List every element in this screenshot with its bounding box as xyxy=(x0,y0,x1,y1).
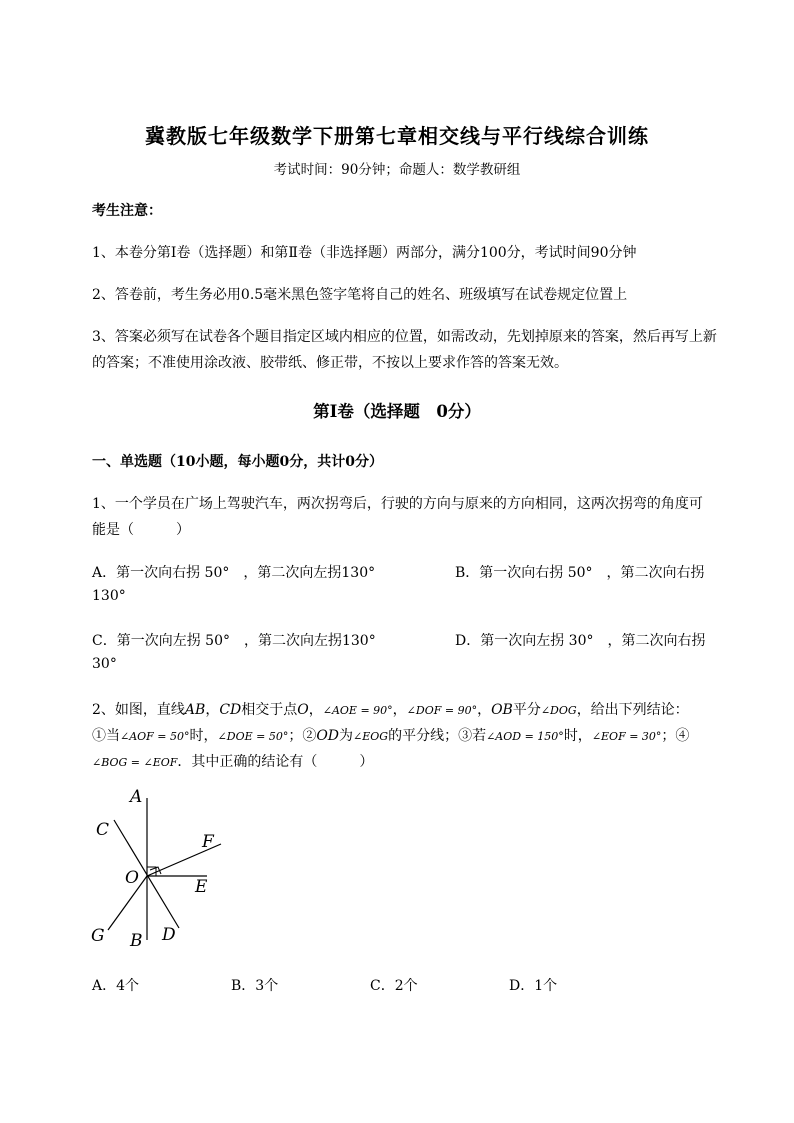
label-b: B xyxy=(130,931,143,951)
q1-option-b-cont: 130° xyxy=(92,588,126,604)
notice-item-2: 2、答卷前，考生务必用0.5毫米黑色签字笔将自己的姓名、班级填写在试卷规定位置上 xyxy=(92,287,628,303)
notice-item-1: 1、本卷分第Ⅰ卷（选择题）和第Ⅱ卷（非选择题）两部分，满分100分，考试时间90分钟 xyxy=(92,245,637,261)
q2-math-ab: AB xyxy=(184,702,206,718)
q2-text: ．其中正确的结论有（ ） xyxy=(177,754,374,770)
q2-text: ， xyxy=(308,702,323,718)
q2-text: ；② xyxy=(288,728,317,744)
q2-text: 时， xyxy=(563,728,592,744)
notice-item-3-cont: 的答案；不准使用涂改液、胶带纸、修正带，不按以上要求作答的答案无效。 xyxy=(92,355,568,371)
q2-text: 相交于点 xyxy=(241,702,298,718)
label-d: D xyxy=(162,925,176,945)
q2-text: ， xyxy=(205,702,220,718)
q1-stem-line2: 能是（ ） xyxy=(92,522,190,538)
q2-text: ①当 xyxy=(92,728,120,744)
q2-math-o: O xyxy=(297,702,309,718)
section-title: 第Ⅰ卷（选择题 0分） xyxy=(313,402,481,421)
q2-math-ob: OB xyxy=(491,702,513,718)
exam-title: 冀教版七年级数学下册第七章相交线与平行线综合训练 xyxy=(145,124,649,148)
label-f: F xyxy=(202,832,214,852)
q2-stem-line3 xyxy=(92,751,373,771)
q2-math-od: OD xyxy=(316,728,340,744)
label-c: C xyxy=(96,820,110,840)
q2-text: 平分 xyxy=(512,702,541,718)
q1-option-d-cont: 30° xyxy=(92,656,117,672)
q2-math-dof: ∠DOF = 90° xyxy=(406,704,478,717)
label-g: G xyxy=(91,926,105,946)
q1-stem-line1: 1、一个学员在广场上驾驶汽车，两次拐弯后，行驶的方向与原来的方向相同，这两次拐弯的角度可 xyxy=(92,496,703,512)
q2-text: 为 xyxy=(339,728,354,744)
q2-math-dog: ∠DOG xyxy=(540,704,577,717)
notice-item-3: 3、答案必须写在试卷各个题目指定区域内相应的位置，如需改动，先划掉原来的答案，然后再写上新 xyxy=(92,329,717,345)
notice-heading: 考生注意： xyxy=(92,203,162,219)
q2-text: 时， xyxy=(189,728,218,744)
q2-text: ， xyxy=(392,702,407,718)
q2-text: 的平分线；③若 xyxy=(388,728,487,744)
exam-subtitle: 考试时间：90分钟；命题人：数学教研组 xyxy=(273,162,521,178)
label-e: E xyxy=(195,877,208,897)
q1-option-b: B．第一次向右拐 50° ，第二次向右拐 xyxy=(455,565,705,581)
q2-option-c: C．2个 xyxy=(370,978,418,994)
q2-math-eog: ∠EOG xyxy=(353,730,389,743)
q2-option-d: D．1个 xyxy=(509,978,558,994)
q2-text: ， xyxy=(477,702,492,718)
q2-option-a: A．4个 xyxy=(92,978,140,994)
q2-text: ；④ xyxy=(661,728,690,744)
q1-option-a: A．第一次向右拐 50° ，第二次向左拐130° xyxy=(92,565,376,581)
q2-math-bog-eof: ∠BOG = ∠EOF xyxy=(92,756,178,769)
q2-math-doe: ∠DOE = 50° xyxy=(217,730,289,743)
part-heading: 一、单选题（10小题，每小题0分，共计0分） xyxy=(92,454,383,470)
q2-math-cd: CD xyxy=(219,702,242,718)
label-a: A xyxy=(130,787,143,807)
geometry-figure xyxy=(88,780,238,955)
q2-text: 2、如图，直线 xyxy=(92,702,185,718)
q2-option-b: B．3个 xyxy=(231,978,279,994)
q2-math-aoe: ∠AOE = 90° xyxy=(322,704,393,717)
q2-text: ，给出下列结论： xyxy=(576,702,689,718)
q2-math-aof: ∠AOF = 50° xyxy=(120,730,190,743)
q2-stem-line2 xyxy=(92,725,689,745)
q1-option-c: C．第一次向左拐 50° ，第二次向左拐130° xyxy=(92,633,376,649)
q2-math-aod: ∠AOD = 150° xyxy=(486,730,564,743)
q2-stem-line1 xyxy=(92,699,689,719)
q2-math-eof: ∠EOF = 30° xyxy=(591,730,662,743)
q1-option-d: D．第一次向左拐 30° ，第二次向右拐 xyxy=(455,633,706,649)
label-o: O xyxy=(125,868,139,888)
